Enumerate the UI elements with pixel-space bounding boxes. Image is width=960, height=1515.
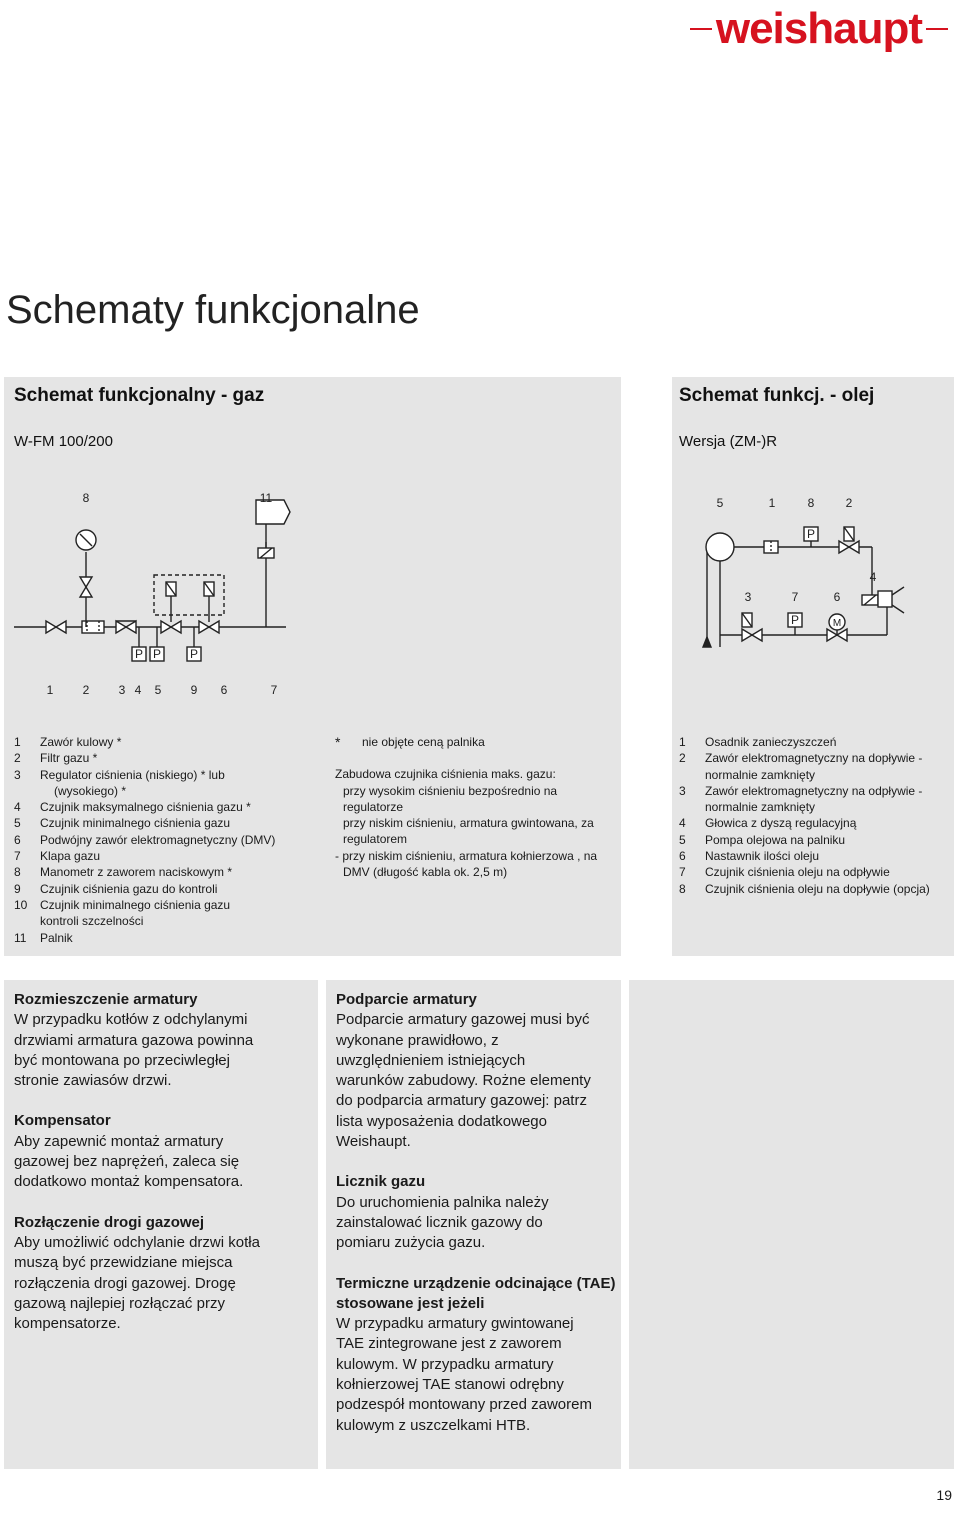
oil-num-4: 4 (869, 570, 877, 584)
oil-num-1: 1 (768, 496, 776, 510)
bottom-panel-right (629, 980, 954, 1469)
legend-item: normalnie zamknięty (705, 767, 816, 782)
gas-legend (14, 734, 314, 946)
install-line: przy wysokim ciśnieniu bezpośrednio na (343, 783, 558, 798)
oil-legend (679, 734, 951, 897)
gas-num-9: 9 (190, 683, 198, 697)
legend-item: 10 Czujnik minimalnego ciśnienia gazu (14, 897, 231, 912)
legend-item: 4 Głowica z dyszą regulacyjną (679, 816, 857, 831)
section-title: Kompensator (14, 1112, 111, 1130)
gas-diagram (4, 482, 621, 702)
legend-item: 5 Czujnik minimalnego ciśnienia gazu (14, 816, 231, 831)
gas-num-3: 3 (118, 683, 126, 697)
legend-item: 1 Zawór kulowy * (14, 735, 122, 749)
gas-num-7: 7 (270, 683, 278, 697)
install-title: Zabudowa czujnika ciśnienia maks. gazu: (335, 767, 556, 782)
section-kompensator: Kompensator Aby zapewnić montaż armatury gazowej bez naprężeń, zaleca się dodatkowo montaż kompensatora. (14, 1111, 312, 1192)
gas-p-label-2: P (152, 647, 162, 661)
section-title: Termiczne urządzenie odcinające (TAE) stosowane jest jeżeli (336, 1274, 616, 1312)
legend-item: 7 Klapa gazu (14, 849, 101, 864)
oil-num-2: 2 (845, 496, 853, 510)
gas-num-6: 6 (220, 683, 228, 697)
page-number: 19 (936, 1487, 952, 1503)
sections-mid (336, 990, 618, 1456)
legend-item: 2 Zawór elektromagnetyczny na dopływie - (679, 751, 923, 766)
section-rozmieszczenie: Rozmieszczenie armatury W przypadku kotłów z odchylanymi drzwiami armatura gazowa powinna być montowana po przeciwległej stronie zawiasów drzwi. (14, 990, 312, 1091)
install-line: przy niskim ciśnieniu, armatura gwintowana, za (343, 816, 594, 831)
bottom-panel-left (4, 980, 318, 1469)
section-rozlaczenie: Rozłączenie drogi gazowej Aby umożliwić odchylanie drzwi kotła muszą być przewidziane miejsca rozłączenia drogi gazowej. Drogę gazową najlepiej rozłączać przy kompensatorze. (14, 1213, 312, 1335)
install-line: regulatorze (343, 799, 404, 814)
gas-num-4: 4 (134, 683, 142, 697)
oil-num-5: 5 (716, 496, 724, 510)
oil-diagram (672, 487, 954, 687)
oil-panel (672, 377, 954, 956)
install-line: DMV (długość kabla ok. 2,5 m) (343, 865, 508, 880)
gas-subheader: W-FM 100/200 (14, 433, 113, 450)
gas-header: Schemat funkcjonalny - gaz (14, 385, 265, 406)
install-line: - przy niskim ciśnieniu, armatura kołnierzowa , na (335, 848, 598, 863)
legend-item: 8 Manometr z zaworem naciskowym * (14, 865, 233, 880)
gas-num-top-8: 8 (82, 491, 90, 505)
legend-item: normalnie zamknięty (705, 800, 816, 815)
gas-p-label-3: P (189, 647, 199, 661)
section-title: Licznik gazu (336, 1173, 426, 1191)
logo-dash-left (690, 28, 712, 30)
gas-notes (335, 734, 615, 880)
section-title: Rozmieszczenie armatury (14, 991, 198, 1008)
legend-item: 11 Palnik (14, 930, 73, 945)
legend-item: 6 Podwójny zawór elektromagnetyczny (DMV) (14, 832, 276, 847)
gas-panel (4, 377, 621, 956)
sections-left (14, 990, 312, 1354)
oil-num-6: 6 (833, 590, 841, 604)
section-tae: Termiczne urządzenie odcinające (TAE) stosowane jest jeżeli W przypadku armatury gwintowanej TAE zintegrowane jest z zaworem kulowym. W przypadku armatury kołnierzowej TAE stanowi odrębny podzespół montowany przed zaworem kulowym z uszczelkami HTB. (336, 1274, 618, 1436)
oil-num-3: 3 (744, 590, 752, 604)
logo-wordmark: weishaupt (715, 4, 922, 53)
oil-p-label-top: P (806, 527, 816, 541)
gas-num-top-11: 11 (259, 491, 273, 505)
legend-item: 3 Regulator ciśnienia (niskiego) * lub (14, 767, 225, 782)
oil-header: Schemat funkcj. - olej (679, 385, 875, 406)
install-line: regulatorem (343, 832, 408, 847)
legend-item: (wysokiego) * (54, 783, 127, 798)
legend-item: 4 Czujnik maksymalnego ciśnienia gazu * (14, 800, 251, 815)
oil-m-label: M (832, 618, 842, 629)
gas-num-2: 2 (82, 683, 90, 697)
legend-item: kontroli szczelności (40, 914, 144, 929)
oil-num-7: 7 (791, 590, 799, 604)
legend-item: 5 Pompa olejowa na palniku (679, 832, 846, 847)
section-title: Rozłączenie drogi gazowej (14, 1213, 205, 1231)
legend-item: 6 Nastawnik ilości oleju (679, 849, 820, 864)
oil-num-8: 8 (807, 496, 815, 510)
legend-item: 8 Czujnik ciśnienia oleju na dopływie (opcja) (679, 881, 930, 896)
asterisk-note: * nie objęte ceną palnika (335, 734, 485, 750)
oil-subheader: Wersja (ZM-)R (679, 433, 778, 450)
gas-p-label-1: P (134, 647, 144, 661)
legend-item: 2 Filtr gazu * (14, 751, 98, 766)
gas-num-1: 1 (46, 683, 54, 697)
logo-dash-right (926, 28, 948, 30)
legend-item: 9 Czujnik ciśnienia gazu do kontroli (14, 881, 218, 896)
section-licznik: Licznik gazu Do uruchomienia palnika należy zainstalować licznik gazowy do pomiaru zużycia gazu. (336, 1172, 618, 1253)
legend-item: 1 Osadnik zanieczyszczeń (679, 735, 837, 749)
bottom-panel-middle (326, 980, 621, 1469)
brand-logo (686, 4, 952, 54)
legend-item: 7 Czujnik ciśnienia oleju na odpływie (679, 865, 890, 880)
page-title: Schematy funkcjonalne (6, 288, 420, 332)
legend-item: 3 Zawór elektromagnetyczny na odpływie - (679, 783, 923, 798)
section-podparcie: Podparcie armatury Podparcie armatury gazowej musi być wykonane prawidłowo, z uwzględnieniem istniejących warunków zabudowy. Rożne elementy do podparcia armatury gazowej: patrz lista wyposażenia dodatkowego Weishaupt. (336, 990, 618, 1152)
oil-p-label-bottom: P (790, 613, 800, 627)
gas-num-5: 5 (154, 683, 162, 697)
section-title: Podparcie armatury (336, 991, 477, 1008)
